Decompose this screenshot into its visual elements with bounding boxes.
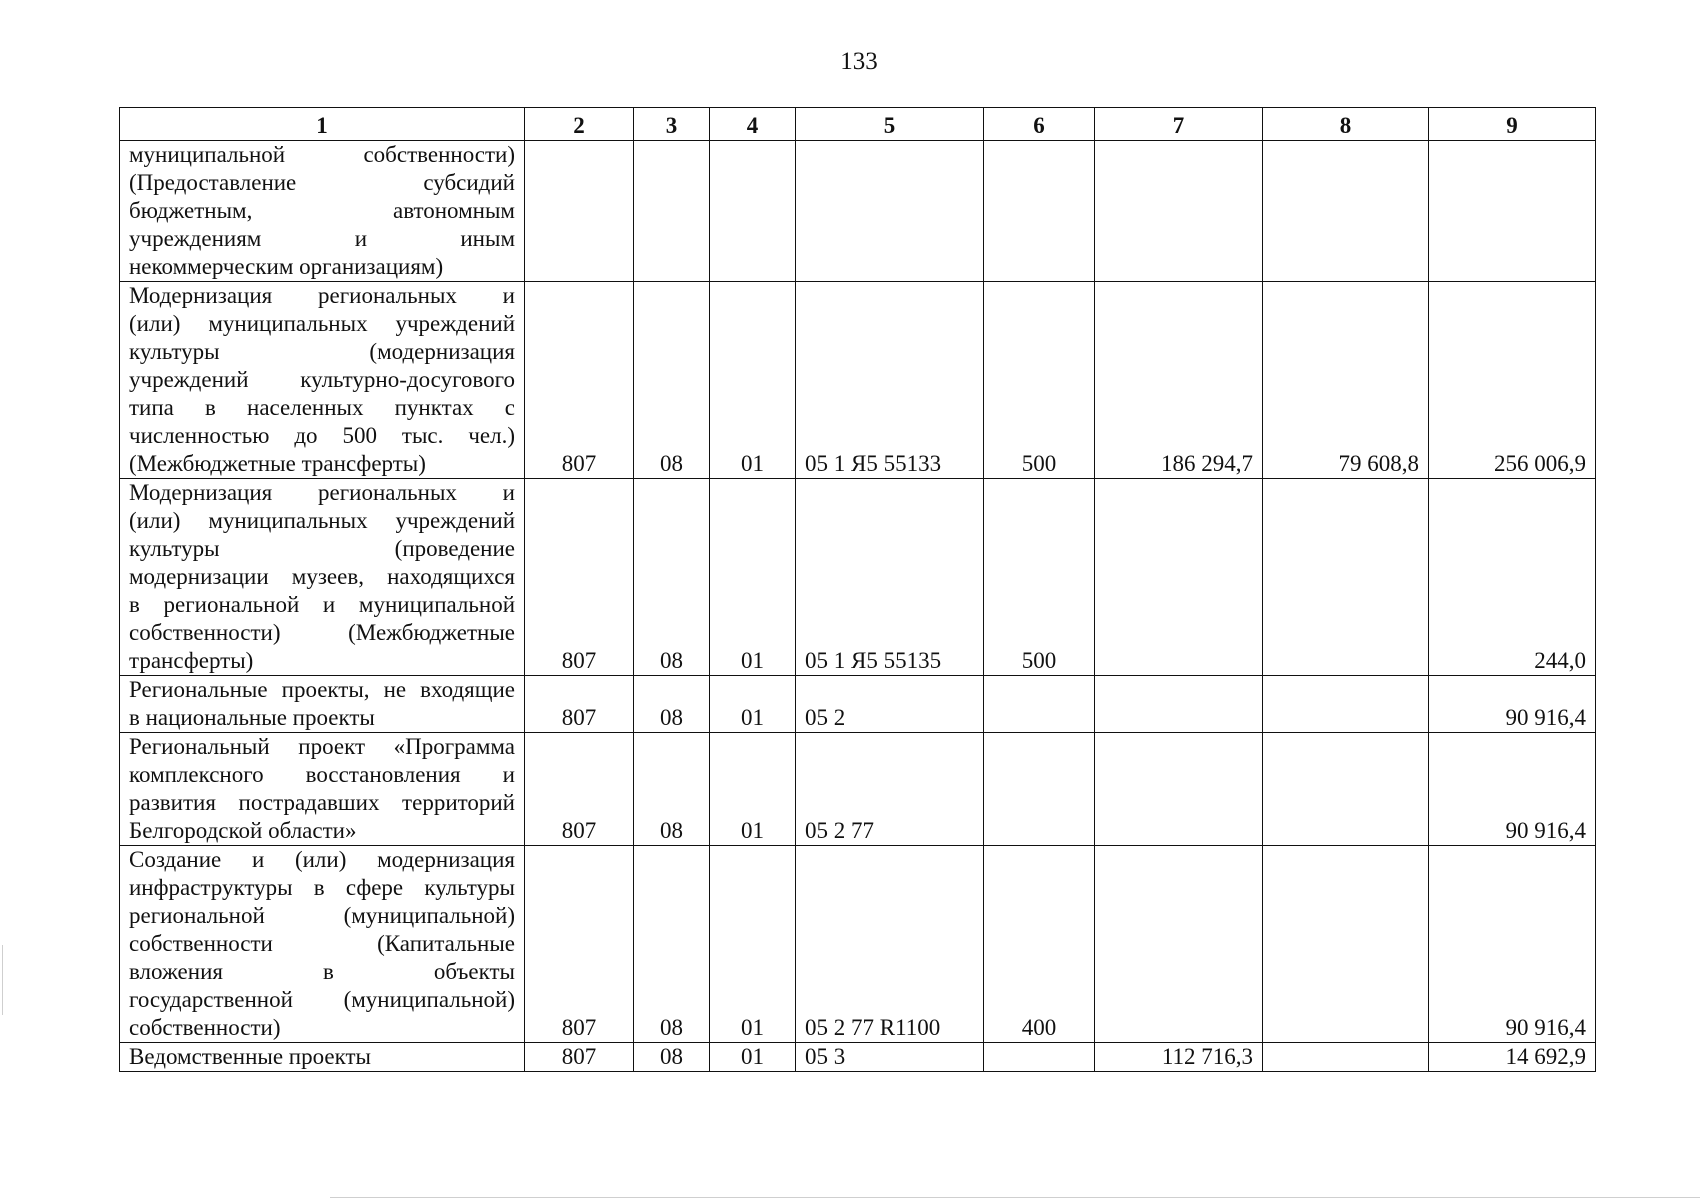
description-line: Региональный проект «Программа bbox=[129, 734, 515, 759]
cell-col-8 bbox=[1263, 1043, 1429, 1072]
description-line: (или) муниципальных учреждений bbox=[129, 508, 515, 533]
cell-col-2: 807 bbox=[525, 1043, 634, 1072]
table-row bbox=[120, 479, 1596, 676]
column-header-8: 8 bbox=[1263, 108, 1429, 141]
cell-col-8 bbox=[1263, 479, 1429, 676]
cell-col-6: 400 bbox=[984, 846, 1095, 1043]
description-line: собственности) (Межбюджетные bbox=[129, 620, 515, 645]
description-line: некоммерческим организациям) bbox=[129, 254, 444, 279]
cell-col-9: 90 916,4 bbox=[1429, 846, 1596, 1043]
description-line: учреждениям и иным bbox=[129, 226, 515, 251]
cell-col-4 bbox=[710, 141, 796, 282]
description-line: комплексного восстановления и bbox=[129, 762, 515, 787]
cell-col-8 bbox=[1263, 141, 1429, 282]
description-line: Ведомственные проекты bbox=[129, 1044, 371, 1069]
description-line: Модернизация региональных и bbox=[129, 480, 515, 505]
row-description bbox=[120, 479, 525, 676]
cell-col-4: 01 bbox=[710, 676, 796, 733]
cell-col-7 bbox=[1095, 479, 1263, 676]
description-line: собственности (Капитальные bbox=[129, 931, 515, 956]
row-description bbox=[120, 733, 525, 846]
cell-col-8 bbox=[1263, 846, 1429, 1043]
cell-col-6 bbox=[984, 1043, 1095, 1072]
cell-col-8: 79 608,8 bbox=[1263, 282, 1429, 479]
header-row bbox=[120, 108, 1596, 141]
cell-col-8 bbox=[1263, 676, 1429, 733]
cell-col-3: 08 bbox=[634, 479, 710, 676]
cell-col-7: 112 716,3 bbox=[1095, 1043, 1263, 1072]
column-header-4: 4 bbox=[710, 108, 796, 141]
cell-col-5: 05 2 77 bbox=[796, 733, 984, 846]
description-line: учреждений культурно-досугового bbox=[129, 367, 515, 392]
cell-col-3: 08 bbox=[634, 733, 710, 846]
description-line: бюджетным, автономным bbox=[129, 198, 515, 223]
cell-col-4: 01 bbox=[710, 733, 796, 846]
cell-col-9: 244,0 bbox=[1429, 479, 1596, 676]
cell-col-9: 90 916,4 bbox=[1429, 676, 1596, 733]
cell-col-7 bbox=[1095, 846, 1263, 1043]
cell-col-5: 05 2 77 R1100 bbox=[796, 846, 984, 1043]
row-description bbox=[120, 1043, 525, 1072]
cell-col-5: 05 1 Я5 55135 bbox=[796, 479, 984, 676]
cell-col-9: 256 006,9 bbox=[1429, 282, 1596, 479]
cell-col-6: 500 bbox=[984, 282, 1095, 479]
cell-col-4: 01 bbox=[710, 479, 796, 676]
table-row bbox=[120, 282, 1596, 479]
cell-col-4: 01 bbox=[710, 846, 796, 1043]
budget-table bbox=[119, 107, 1596, 1072]
cell-col-3: 08 bbox=[634, 846, 710, 1043]
cell-col-7 bbox=[1095, 733, 1263, 846]
table-row bbox=[120, 1043, 1596, 1072]
cell-col-2 bbox=[525, 141, 634, 282]
description-line: государственной (муниципальной) bbox=[129, 987, 515, 1012]
cell-col-2: 807 bbox=[525, 846, 634, 1043]
row-description bbox=[120, 282, 525, 479]
cell-col-6 bbox=[984, 141, 1095, 282]
description-line: инфраструктуры в сфере культуры bbox=[129, 875, 515, 900]
description-line: (Межбюджетные трансферты) bbox=[129, 451, 426, 476]
cell-col-9: 90 916,4 bbox=[1429, 733, 1596, 846]
description-line: Белгородской области» bbox=[129, 818, 357, 843]
table-body bbox=[120, 141, 1596, 1072]
description-line: региональной (муниципальной) bbox=[129, 903, 515, 928]
cell-col-6 bbox=[984, 733, 1095, 846]
description-line: в региональной и муниципальной bbox=[129, 592, 515, 617]
cell-col-2: 807 bbox=[525, 282, 634, 479]
description-line: (Предоставление субсидий bbox=[129, 170, 515, 195]
cell-col-3: 08 bbox=[634, 676, 710, 733]
cell-col-9 bbox=[1429, 141, 1596, 282]
table-row bbox=[120, 676, 1596, 733]
cell-col-6: 500 bbox=[984, 479, 1095, 676]
table-row bbox=[120, 141, 1596, 282]
description-line: собственности) bbox=[129, 1015, 281, 1040]
description-line: культуры (модернизация bbox=[129, 339, 515, 364]
description-line: Региональные проекты, не входящие bbox=[129, 677, 515, 702]
table-row bbox=[120, 733, 1596, 846]
column-header-5: 5 bbox=[796, 108, 984, 141]
column-header-9: 9 bbox=[1429, 108, 1596, 141]
cell-col-5: 05 1 Я5 55133 bbox=[796, 282, 984, 479]
description-line: развития пострадавших территорий bbox=[129, 790, 515, 815]
cell-col-3 bbox=[634, 141, 710, 282]
column-header-3: 3 bbox=[634, 108, 710, 141]
cell-col-4: 01 bbox=[710, 1043, 796, 1072]
cell-col-4: 01 bbox=[710, 282, 796, 479]
table-row bbox=[120, 846, 1596, 1043]
scan-edge-line bbox=[330, 1197, 1700, 1198]
column-header-6: 6 bbox=[984, 108, 1095, 141]
cell-col-3: 08 bbox=[634, 282, 710, 479]
column-header-7: 7 bbox=[1095, 108, 1263, 141]
cell-col-7 bbox=[1095, 676, 1263, 733]
cell-col-8 bbox=[1263, 733, 1429, 846]
description-line: модернизации музеев, находящихся bbox=[129, 564, 515, 589]
description-line: типа в населенных пунктах с bbox=[129, 395, 515, 420]
cell-col-6 bbox=[984, 676, 1095, 733]
description-line: трансферты) bbox=[129, 648, 254, 673]
cell-col-5: 05 3 bbox=[796, 1043, 984, 1072]
cell-col-9: 14 692,9 bbox=[1429, 1043, 1596, 1072]
scan-edge-mark bbox=[2, 945, 3, 1015]
cell-col-7 bbox=[1095, 141, 1263, 282]
cell-col-2: 807 bbox=[525, 733, 634, 846]
description-line: Создание и (или) модернизация bbox=[129, 847, 515, 872]
column-header-1: 1 bbox=[120, 108, 525, 141]
description-line: (или) муниципальных учреждений bbox=[129, 311, 515, 336]
page-number: 133 bbox=[840, 48, 878, 75]
description-line: в национальные проекты bbox=[129, 705, 375, 730]
cell-col-2: 807 bbox=[525, 676, 634, 733]
cell-col-2: 807 bbox=[525, 479, 634, 676]
description-line: культуры (проведение bbox=[129, 536, 515, 561]
row-description bbox=[120, 676, 525, 733]
cell-col-3: 08 bbox=[634, 1043, 710, 1072]
description-line: Модернизация региональных и bbox=[129, 283, 515, 308]
cell-col-5: 05 2 bbox=[796, 676, 984, 733]
row-description bbox=[120, 141, 525, 282]
row-description bbox=[120, 846, 525, 1043]
cell-col-7: 186 294,7 bbox=[1095, 282, 1263, 479]
description-line: численностью до 500 тыс. чел.) bbox=[129, 423, 515, 448]
column-header-2: 2 bbox=[525, 108, 634, 141]
description-line: вложения в объекты bbox=[129, 959, 515, 984]
description-line: муниципальной собственности) bbox=[129, 142, 515, 167]
cell-col-5 bbox=[796, 141, 984, 282]
